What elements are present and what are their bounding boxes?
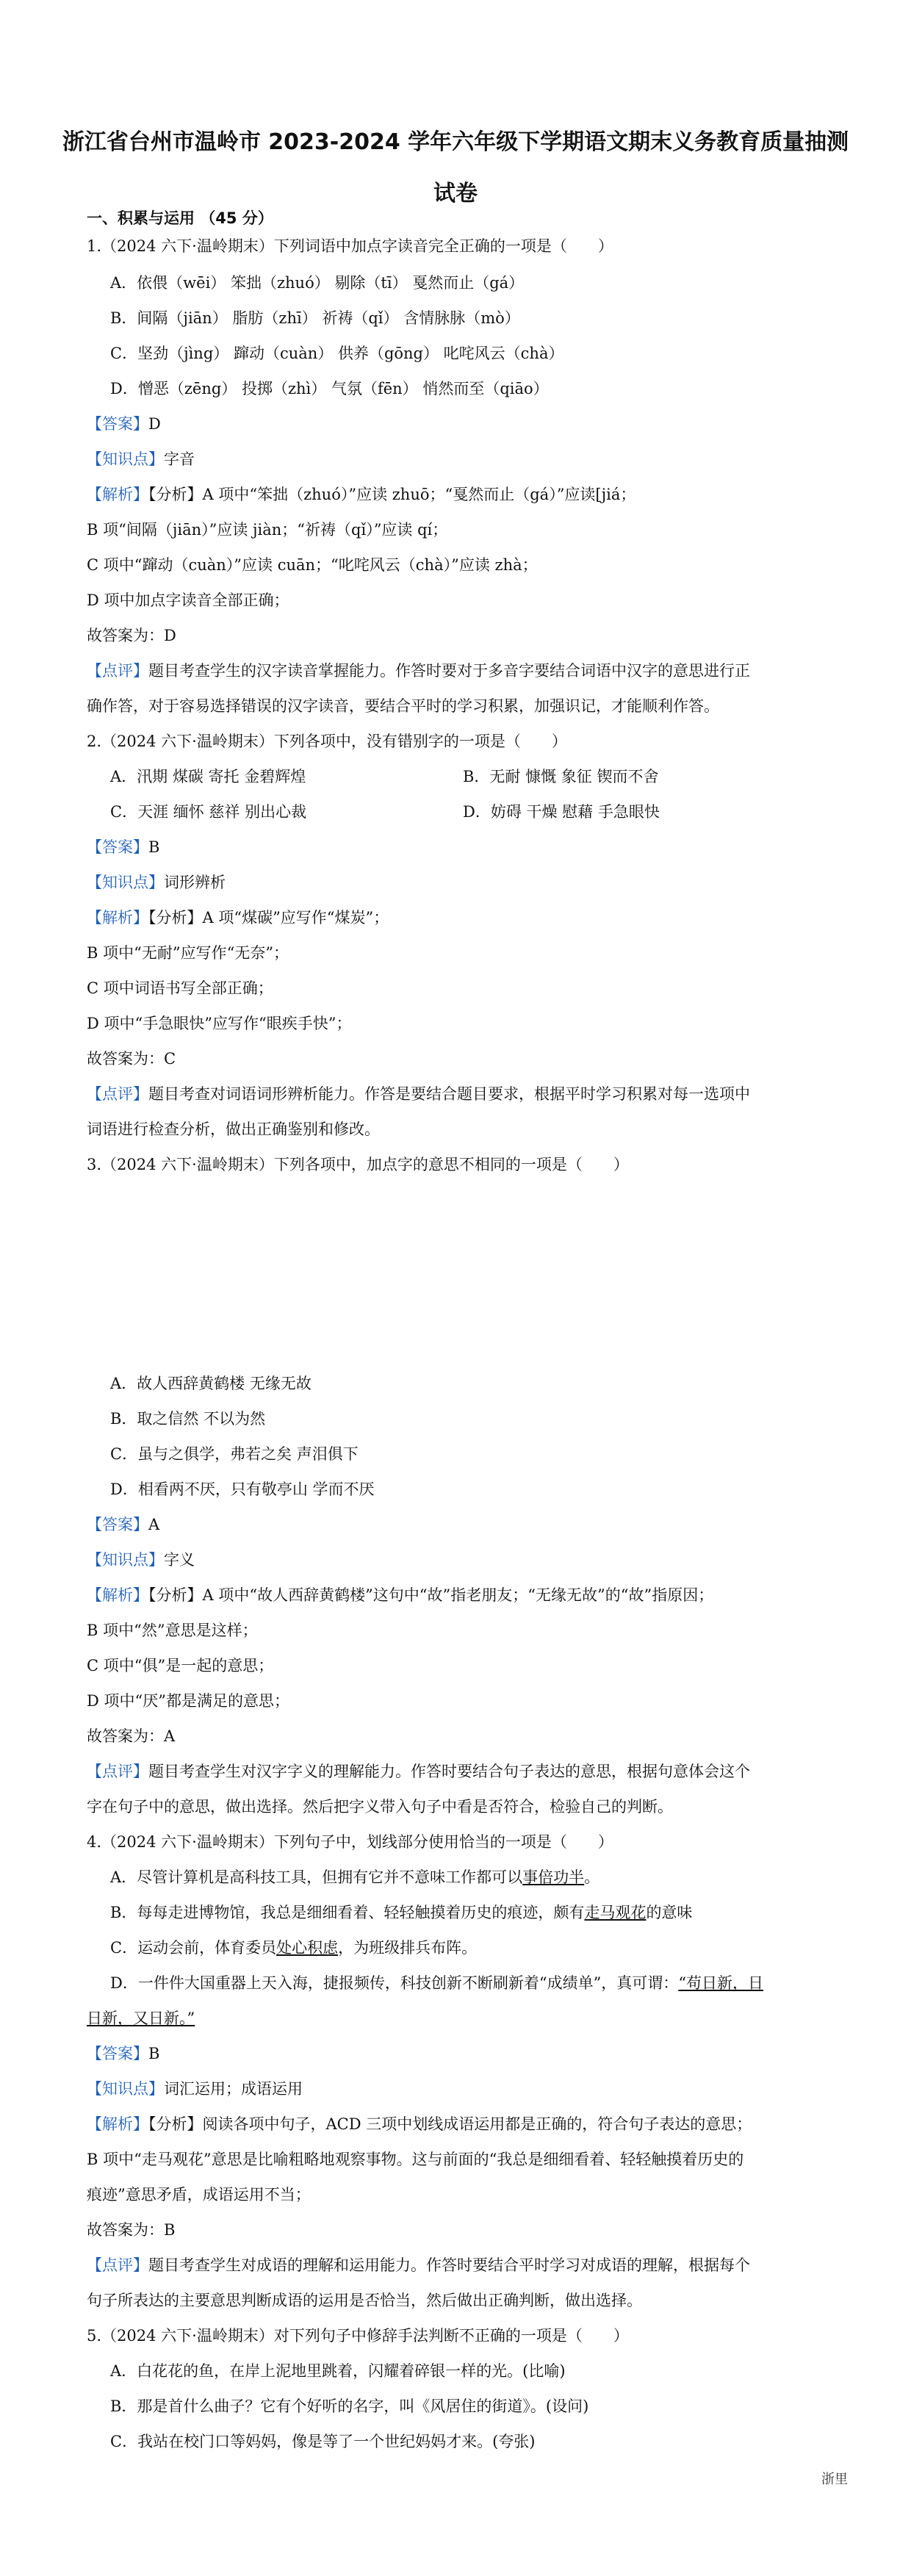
q4-option-d-continued xyxy=(87,2007,195,2029)
q4-review-line-2: 句子所表达的主要意思判断成语的运用是否恰当，然后做出正确判断，做出选择。 xyxy=(87,2292,642,2309)
page-footer: 浙里 xyxy=(821,2472,848,2487)
review-text: 题目考查学生对汉字字义的理解能力。作答时要结合句子表达的意思，根据句意体会这个 xyxy=(148,1763,750,1780)
q1-option-a: A．依偎（wēi） 笨拙（zhuó） 剔除（tī） 戛然而止（gá） xyxy=(110,274,525,292)
q1-stem: 1.（2024 六下·温岭期末）下列词语中加点字读音完全正确的一项是（ ） xyxy=(87,237,613,255)
q1-review xyxy=(87,660,750,682)
option-text: D．一件件大国重器上天入海，捷报频传，科技创新不断刷新着“成绩单”，真可谓： xyxy=(110,1974,679,1992)
q3-stem: 3.（2024 六下·温岭期末）下列各项中，加点字的意思不相同的一项是（ ） xyxy=(87,1156,629,1173)
answer-tag: 【答案】 xyxy=(87,2045,148,2062)
q2-option-c: C．天涯 缅怀 慈祥 别出心裁 xyxy=(110,803,307,821)
option-text: C．运动会前，体育委员 xyxy=(110,1939,277,1957)
q2-analysis-line-2: B 项中“无耐”应写作“无奈”； xyxy=(87,944,289,962)
q2-analysis-line-4: D 项中“手急眼快”应写作“眼疾手快”； xyxy=(87,1015,352,1032)
doc-title-line-1: 浙江省台州市温岭市 2023-2024 学年六年级下学期语文期末义务教育质量抽测 xyxy=(62,129,849,155)
q3-knowledge xyxy=(87,1549,195,1571)
q4-option-d xyxy=(110,1972,763,1994)
q5-option-c: C．我站在校门口等妈妈，像是等了一个世纪妈妈才来。(夸张) xyxy=(110,2433,536,2450)
analysis-text: 【分析】阅读各项中句子，ACD 三项中划线成语运用都是正确的，符合句子表达的意思； xyxy=(148,2115,752,2133)
q3-option-a: A．故人西辞黄鹤楼 无缘无故 xyxy=(110,1375,312,1392)
q1-analysis xyxy=(87,483,635,506)
knowledge-tag: 【知识点】 xyxy=(87,1551,164,1569)
q5-stem: 5.（2024 六下·温岭期末）对下列句子中修辞手法判断不正确的一项是（ ） xyxy=(87,2327,629,2345)
analysis-tag: 【解析】 xyxy=(87,1586,148,1604)
q4-knowledge xyxy=(87,2078,303,2100)
underlined-phrase: 走马观花 xyxy=(584,1904,647,1921)
q2-analysis-line-3: C 项中词语书写全部正确； xyxy=(87,979,273,997)
answer-value: B xyxy=(148,838,160,856)
q2-review-line-2: 词语进行检查分析，做出正确鉴别和修改。 xyxy=(87,1120,380,1138)
knowledge-tag: 【知识点】 xyxy=(87,450,164,468)
q4-review xyxy=(87,2254,750,2276)
knowledge-tag: 【知识点】 xyxy=(87,874,164,891)
knowledge-value: 词形辨析 xyxy=(164,874,226,891)
review-tag: 【点评】 xyxy=(87,2256,148,2274)
answer-tag: 【答案】 xyxy=(87,1516,148,1533)
q2-option-b: B．无耐 慷慨 象征 锲而不舍 xyxy=(463,768,659,785)
q1-analysis-line-2: B 项“间隔（jiān）”应读 jiàn；“祈祷（qǐ）”应读 qí； xyxy=(87,521,448,539)
answer-value: D xyxy=(148,415,161,433)
review-text: 题目考查对词语词形辨析能力。作答是要结合题目要求，根据平时学习积累对每一选项中 xyxy=(148,1085,750,1103)
analysis-text: 【分析】A 项“煤碳”应写作“煤炭”； xyxy=(148,909,389,927)
option-text: A．尽管计算机是高科技工具，但拥有它并不意味工作都可以 xyxy=(110,1868,523,1886)
q1-analysis-line-3: C 项中“蹿动（cuàn）”应读 cuān；“叱咤风云（chà）”应读 zhà； xyxy=(87,556,538,574)
q4-answer xyxy=(87,2043,159,2065)
q1-analysis-line-4: D 项中加点字读音全部正确； xyxy=(87,591,289,609)
q1-review-line-2: 确作答，对于容易选择错误的汉字读音，要结合平时的学习积累，加强识记，才能顺利作答。 xyxy=(87,697,719,715)
q2-knowledge xyxy=(87,871,226,893)
analysis-tag: 【解析】 xyxy=(87,2115,148,2133)
q4-option-a xyxy=(110,1866,599,1888)
q2-option-d: D．妨碍 干燥 慰藉 手急眼快 xyxy=(463,803,660,821)
analysis-tag: 【解析】 xyxy=(87,909,148,927)
q1-knowledge xyxy=(87,448,195,470)
q2-analysis-line-5: 故答案为：C xyxy=(87,1050,176,1068)
review-text: 题目考查学生的汉字读音掌握能力。作答时要对于多音字要结合词语中汉字的意思进行正 xyxy=(148,662,750,680)
q5-option-a: A．白花花的鱼，在岸上泥地里跳着，闪耀着碎银一样的光。(比喻) xyxy=(110,2362,566,2380)
q4-option-c xyxy=(110,1937,477,1959)
option-text-end: ，为班级排兵布阵。 xyxy=(338,1939,478,1957)
q1-analysis-line-5: 故答案为：D xyxy=(87,627,176,644)
option-text-end: 。 xyxy=(584,1868,600,1886)
q4-analysis xyxy=(87,2113,752,2135)
q3-review-line-2: 字在句子中的意思，做出选择。然后把字义带入句子中看是否符合，检验自己的判断。 xyxy=(87,1798,673,1816)
q1-option-d: D．憎恶（zēng） 投掷（zhì） 气氛（fēn） 悄然而至（qiāo） xyxy=(110,380,549,397)
q3-option-b: B．取之信然 不以为然 xyxy=(110,1410,266,1428)
answer-tag: 【答案】 xyxy=(87,838,148,856)
review-tag: 【点评】 xyxy=(87,1763,148,1780)
option-text-end: 的意味 xyxy=(646,1904,693,1921)
answer-tag: 【答案】 xyxy=(87,415,148,433)
q3-option-c: C．虽与之俱学，弗若之矣 声泪俱下 xyxy=(110,1445,359,1463)
q3-answer xyxy=(87,1514,159,1536)
answer-value: A xyxy=(148,1516,160,1533)
review-text: 题目考查学生对成语的理解和运用能力。作答时要结合平时学习对成语的理解，根据每个 xyxy=(148,2256,750,2274)
q5-option-b: B．那是首什么曲子？它有个好听的名字，叫《风居住的街道》。(设问) xyxy=(110,2397,589,2415)
q4-analysis-line-2: B 项中“走马观花”意思是比喻粗略地观察事物。这与前面的“我总是细细看着、轻轻触摸着历史的 xyxy=(87,2151,744,2168)
q2-option-a: A．汛期 煤碳 寄托 金碧辉煌 xyxy=(110,768,306,785)
q4-option-b xyxy=(110,1902,692,1924)
q4-analysis-line-4: 故答案为：B xyxy=(87,2221,176,2239)
option-text: B．每每走进博物馆，我总是细细看着、轻轻触摸着历史的痕迹，颇有 xyxy=(110,1904,585,1921)
q4-stem: 4.（2024 六下·温岭期末）下列句子中，划线部分使用恰当的一项是（ ） xyxy=(87,1833,613,1851)
q3-analysis-line-4: D 项中“厌”都是满足的意思； xyxy=(87,1692,289,1710)
knowledge-value: 字音 xyxy=(164,450,195,468)
q4-analysis-line-3: 痕迹”意思矛盾，成语运用不当； xyxy=(87,2186,311,2203)
knowledge-tag: 【知识点】 xyxy=(87,2080,164,2098)
q1-option-c: C．坚劲（jìng） 蹿动（cuàn） 供养（gōng） 叱咤风云（chà） xyxy=(110,345,564,362)
q1-option-b: B．间隔（jiān） 脂肪（zhī） 祈祷（qǐ） 含情脉脉（mò） xyxy=(110,309,520,327)
section-heading: 一、积累与运用 （45 分） xyxy=(87,209,273,227)
review-tag: 【点评】 xyxy=(87,1085,148,1103)
q3-review xyxy=(87,1760,750,1782)
underlined-phrase: “苟日新，日 xyxy=(678,1974,764,1992)
q2-answer xyxy=(87,836,159,858)
q2-analysis xyxy=(87,907,389,929)
analysis-text: 【分析】A 项中“笨拙（zhuó）”应读 zhuō；“戛然而止（gá）”应读[jiá； xyxy=(148,486,636,503)
underlined-phrase: 处心积虑 xyxy=(276,1939,339,1957)
review-tag: 【点评】 xyxy=(87,662,148,680)
q3-analysis xyxy=(87,1584,713,1606)
analysis-text: 【分析】A 项中“故人西辞黄鹤楼”这句中“故”指老朋友；“无缘无故”的“故”指原因； xyxy=(148,1586,714,1604)
q3-analysis-line-5: 故答案为：A xyxy=(87,1727,176,1745)
analysis-tag: 【解析】 xyxy=(87,486,148,503)
underlined-phrase: 事倍功半 xyxy=(522,1868,585,1886)
q3-analysis-line-3: C 项中“俱”是一起的意思； xyxy=(87,1657,274,1674)
doc-title-line-2: 试卷 xyxy=(433,181,478,206)
q3-analysis-line-2: B 项中“然”意思是这样； xyxy=(87,1622,258,1639)
q1-answer xyxy=(87,413,161,435)
knowledge-value: 词汇运用；成语运用 xyxy=(164,2080,303,2098)
q3-option-d: D．相看两不厌，只有敬亭山 学而不厌 xyxy=(110,1481,375,1498)
answer-value: B xyxy=(148,2045,160,2062)
underlined-phrase: 日新，又日新。” xyxy=(87,2010,195,2027)
q2-stem: 2.（2024 六下·温岭期末）下列各项中，没有错别字的一项是（ ） xyxy=(87,733,567,750)
knowledge-value: 字义 xyxy=(164,1551,195,1569)
q2-review xyxy=(87,1083,750,1105)
